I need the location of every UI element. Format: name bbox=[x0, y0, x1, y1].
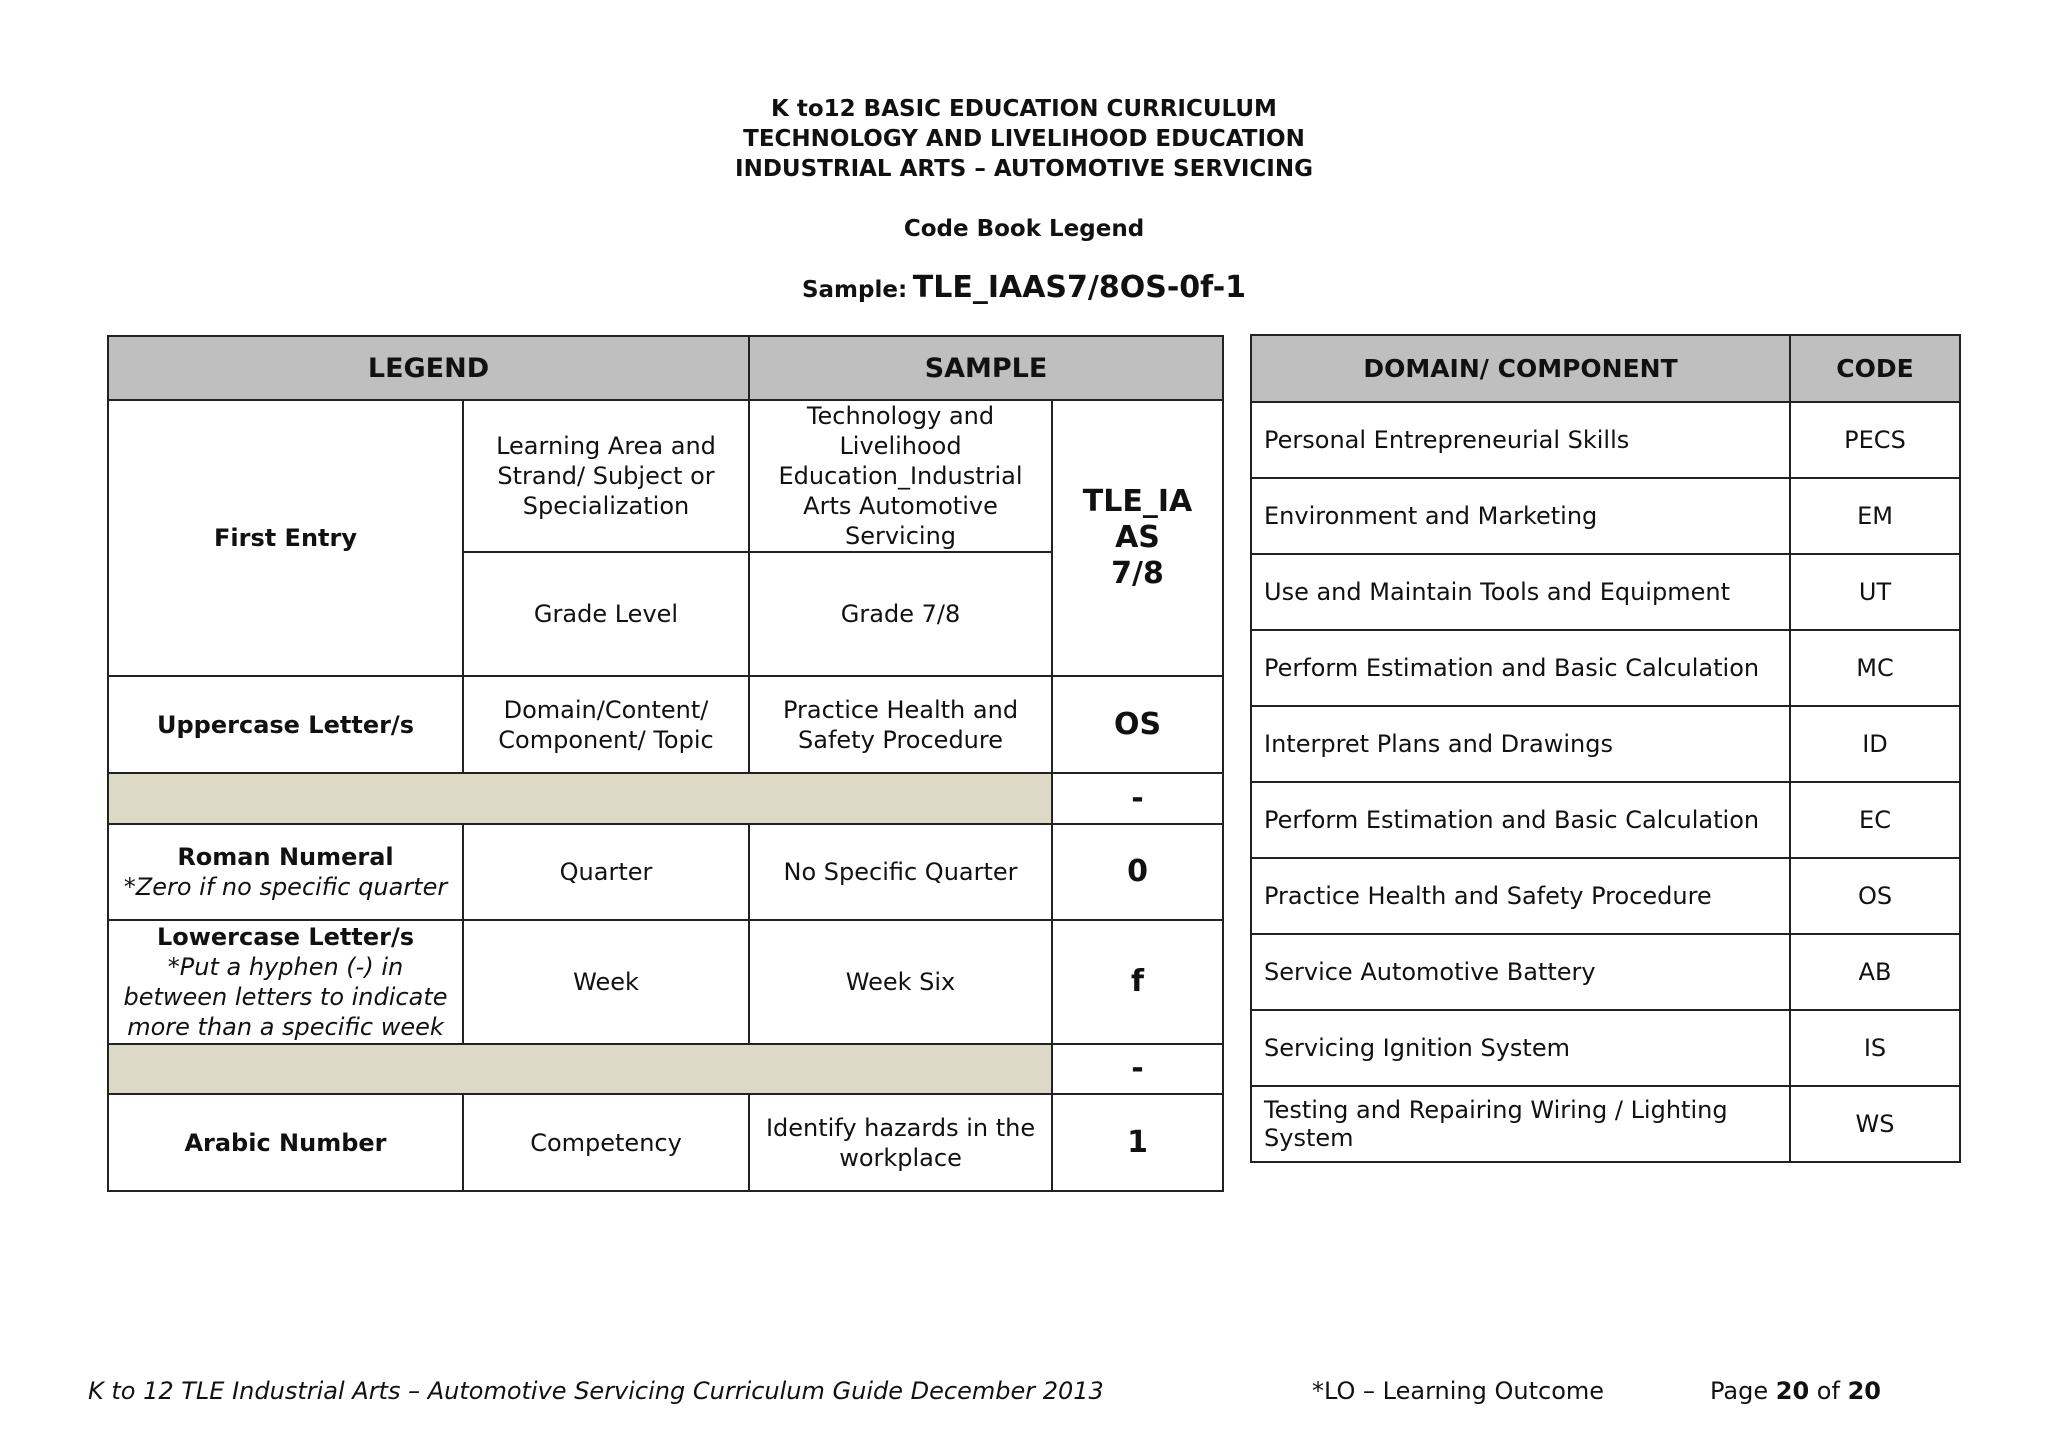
header-subtitle: Code Book Legend bbox=[903, 216, 1145, 242]
sample-label: Sample: bbox=[801, 277, 908, 303]
table-row bbox=[1251, 934, 1960, 1010]
first-entry-code-line-1: TLE_IA bbox=[1082, 484, 1193, 519]
arabic-sample: Identify hazards in the workplace bbox=[749, 1094, 1052, 1191]
header-line-2: TECHNOLOGY AND LIVELIHOOD EDUCATION bbox=[743, 126, 1305, 152]
domain-name: Environment and Marketing bbox=[1251, 478, 1790, 554]
first-entry-code bbox=[1052, 400, 1223, 676]
lowercase-label-cell bbox=[108, 920, 463, 1044]
table-row bbox=[1251, 706, 1960, 782]
table-row bbox=[108, 676, 1223, 773]
roman-label-cell bbox=[108, 824, 463, 920]
sample-code: TLE_IAAS7/8OS-0f-1 bbox=[912, 270, 1247, 305]
arabic-label: Arabic Number bbox=[108, 1094, 463, 1191]
domain-name: Servicing Ignition System bbox=[1251, 1010, 1790, 1086]
lowercase-code: f bbox=[1052, 920, 1223, 1044]
domain-header-row bbox=[1251, 335, 1960, 402]
page-current: 20 bbox=[1775, 1377, 1810, 1405]
arabic-code: 1 bbox=[1052, 1094, 1223, 1191]
lowercase-desc: Week bbox=[463, 920, 749, 1044]
footer-guide-title: K to 12 TLE Industrial Arts – Automotive Servicing Curriculum Guide December 2013 bbox=[88, 1377, 1104, 1405]
lowercase-label: Lowercase Letter/s bbox=[156, 923, 415, 951]
table-row bbox=[1251, 782, 1960, 858]
roman-label: Roman Numeral bbox=[177, 843, 394, 871]
table-row bbox=[1251, 630, 1960, 706]
domain-name: Testing and Repairing Wiring / Lighting System bbox=[1251, 1086, 1790, 1162]
domain-name: Personal Entrepreneurial Skills bbox=[1251, 402, 1790, 478]
code-header: CODE bbox=[1790, 335, 1960, 402]
footer-lo-note: *LO – Learning Outcome bbox=[1312, 1377, 1605, 1405]
domain-table bbox=[1250, 334, 1961, 1163]
first-entry-label: First Entry bbox=[108, 400, 463, 676]
table-row bbox=[108, 1094, 1223, 1191]
domain-name: Practice Health and Safety Procedure bbox=[1251, 858, 1790, 934]
table-row bbox=[108, 1044, 1223, 1094]
first-entry-sample-2: Grade 7/8 bbox=[749, 552, 1052, 676]
domain-code: EM bbox=[1790, 478, 1960, 554]
domain-name: Use and Maintain Tools and Equipment bbox=[1251, 554, 1790, 630]
separator-2: - bbox=[1052, 1044, 1223, 1094]
first-entry-code-line-2: AS bbox=[1115, 520, 1160, 555]
uppercase-code: OS bbox=[1052, 676, 1223, 773]
domain-name: Service Automotive Battery bbox=[1251, 934, 1790, 1010]
table-row bbox=[108, 920, 1223, 1044]
separator-shaded-2 bbox=[108, 1044, 1052, 1094]
first-entry-desc-2: Grade Level bbox=[463, 552, 749, 676]
arabic-desc: Competency bbox=[463, 1094, 749, 1191]
roman-sample: No Specific Quarter bbox=[749, 824, 1052, 920]
table-row bbox=[1251, 1086, 1960, 1162]
domain-code: ID bbox=[1790, 706, 1960, 782]
lowercase-note: *Put a hyphen (-) in between letters to indicate more than a specific week bbox=[123, 953, 448, 1041]
lowercase-sample: Week Six bbox=[749, 920, 1052, 1044]
domain-header: DOMAIN/ COMPONENT bbox=[1251, 335, 1790, 402]
domain-name: Interpret Plans and Drawings bbox=[1251, 706, 1790, 782]
header-line-3: INDUSTRIAL ARTS – AUTOMOTIVE SERVICING bbox=[735, 156, 1313, 182]
table-row bbox=[1251, 858, 1960, 934]
footer-page-number bbox=[1710, 1376, 1881, 1406]
separator-shaded-1 bbox=[108, 773, 1052, 824]
domain-code: PECS bbox=[1790, 402, 1960, 478]
table-row bbox=[1251, 1010, 1960, 1086]
sample-line bbox=[0, 270, 2048, 305]
uppercase-label: Uppercase Letter/s bbox=[108, 676, 463, 773]
table-row bbox=[1251, 554, 1960, 630]
domain-code: EC bbox=[1790, 782, 1960, 858]
uppercase-desc: Domain/Content/ Component/ Topic bbox=[463, 676, 749, 773]
first-entry-code-line-3: 7/8 bbox=[1111, 556, 1164, 591]
table-row bbox=[1251, 402, 1960, 478]
domain-code: OS bbox=[1790, 858, 1960, 934]
domain-code: AB bbox=[1790, 934, 1960, 1010]
page-of: of bbox=[1816, 1377, 1840, 1405]
first-entry-desc-1: Learning Area and Strand/ Subject or Specialization bbox=[463, 400, 749, 552]
roman-code: 0 bbox=[1052, 824, 1223, 920]
sample-header: SAMPLE bbox=[749, 336, 1223, 400]
domain-code: IS bbox=[1790, 1010, 1960, 1086]
domain-code: WS bbox=[1790, 1086, 1960, 1162]
table-row bbox=[1251, 478, 1960, 554]
header-line-1: K to12 BASIC EDUCATION CURRICULUM bbox=[771, 96, 1277, 122]
roman-note: *Zero if no specific quarter bbox=[123, 873, 448, 901]
roman-desc: Quarter bbox=[463, 824, 749, 920]
first-entry-sample-1: Technology and Livelihood Education_Industrial Arts Automotive Servicing bbox=[749, 400, 1052, 552]
page-total: 20 bbox=[1847, 1377, 1881, 1405]
legend-table bbox=[107, 335, 1224, 1192]
legend-header-row bbox=[108, 336, 1223, 400]
domain-name: Perform Estimation and Basic Calculation bbox=[1251, 630, 1790, 706]
header-spacer bbox=[0, 184, 2048, 214]
domain-code: UT bbox=[1790, 554, 1960, 630]
domain-name: Perform Estimation and Basic Calculation bbox=[1251, 782, 1790, 858]
table-row bbox=[108, 824, 1223, 920]
legend-header: LEGEND bbox=[108, 336, 749, 400]
table-row bbox=[108, 400, 1223, 552]
document-header bbox=[0, 94, 2048, 244]
page-word: Page bbox=[1710, 1377, 1769, 1405]
uppercase-sample: Practice Health and Safety Procedure bbox=[749, 676, 1052, 773]
table-row bbox=[108, 773, 1223, 824]
domain-code: MC bbox=[1790, 630, 1960, 706]
separator-1: - bbox=[1052, 773, 1223, 824]
